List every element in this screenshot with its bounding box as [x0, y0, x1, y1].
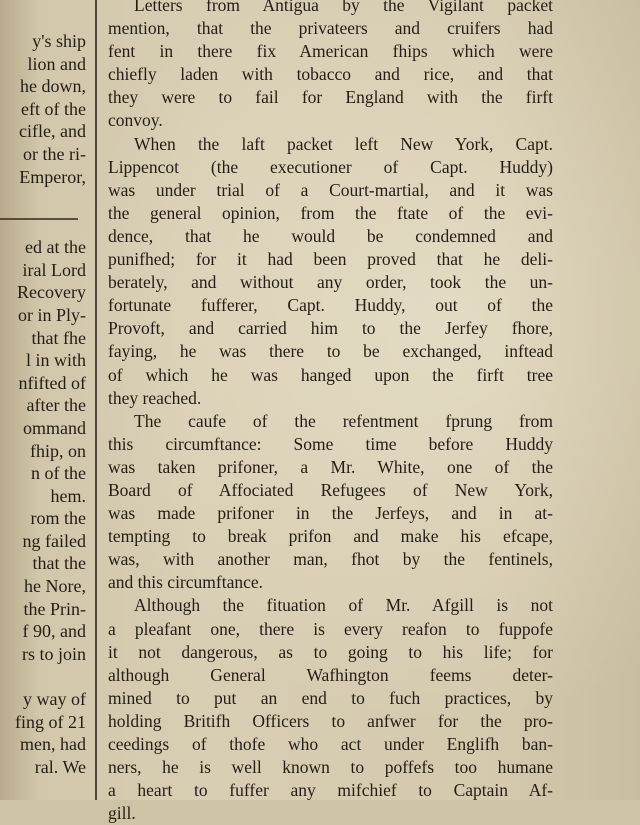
left-column-fragments [0, 30, 88, 810]
article-line: this circumftance: Some time before Huddy [108, 433, 553, 454]
article-line: ners, he is well known to poffefs too humane [108, 757, 553, 778]
article-line: berately, and without any order, took the un- [108, 272, 553, 293]
article-line: they were to fail for England with the firft [108, 87, 553, 108]
left-fragment: l in with [25, 350, 86, 371]
article-line: chiefly laden with tobacco and rice, and that [108, 64, 553, 85]
article-line: Lippencot (the executioner of Capt. Huddy) [108, 156, 553, 177]
article-line: was, with another man, fhot by the fentinels, [108, 549, 553, 570]
article-line: faying, he was there to be exchanged, inftead [108, 341, 553, 362]
left-fragment: after the [26, 395, 86, 416]
article-line: holding Britifh Officers to anfwer for the pro- [108, 710, 553, 731]
left-fragment: men, had [20, 734, 86, 755]
article-line: was under trial of a Court-martial, and it was [108, 179, 553, 200]
article-line: punifhed; for it had been proved that he deli- [108, 249, 553, 270]
article-line: When the laft packet left New York, Capt. [134, 133, 553, 154]
article-line: fortunate fufferer, Capt. Huddy, out of the [108, 295, 553, 316]
left-fragment: rom the [30, 508, 86, 529]
left-fragment: that the [32, 553, 86, 574]
left-fragment [0, 665, 88, 688]
section-gap [0, 212, 88, 236]
left-fragment: Recovery [17, 282, 86, 303]
article-paragraph [108, 0, 553, 133]
left-fragment: he down, [20, 76, 86, 97]
left-fragment: ed at the [25, 237, 86, 258]
left-fragment: y's ship [32, 31, 86, 51]
article-line: was taken prifoner, a Mr. White, one of the [108, 456, 553, 477]
left-bottom-fragments [0, 236, 88, 778]
left-fragment: n of the [31, 463, 86, 484]
horizontal-column-rule [0, 218, 78, 220]
left-fragment: Emperor, [19, 166, 86, 187]
left-fragment: lion and [27, 53, 86, 74]
article-line: Although the fituation of Mr. Afgill is not [134, 595, 553, 616]
article-line: a pleafant one, there is every reafon to fuppofe [108, 618, 553, 639]
left-fragment: the Prin- [23, 598, 86, 619]
left-fragment: ommand [23, 417, 86, 438]
left-fragment: cifle, and [19, 121, 86, 142]
left-fragment: he Nore, [24, 576, 86, 597]
left-fragment: eft of the [21, 98, 86, 119]
left-fragment: fing of 21 [15, 711, 86, 732]
article-line: they reached. [108, 387, 202, 408]
article-line: of which he was hanged upon the firft tree [108, 364, 553, 385]
left-fragment: ng failed [22, 530, 86, 551]
left-fragment: nfifted of [18, 372, 86, 393]
left-fragment: iral Lord [22, 259, 86, 280]
left-fragment: ral. We [34, 756, 86, 777]
article-line: dence, that he would be condemned and [108, 225, 553, 246]
article-line: The caufe of the refentment fprung from [134, 410, 553, 431]
left-fragment: or in Ply- [17, 304, 86, 325]
left-fragment: y way of [23, 689, 86, 710]
article-paragraph [108, 410, 553, 595]
article-line: Letters from Antigua by the Vigilant packet [134, 0, 553, 15]
article-line: it not dangerous, as to going to his life; for [108, 641, 553, 662]
article-line: Board of Affociated Refugees of New York, [108, 479, 553, 500]
article-line: the general opinion, from the ftate of the evi- [108, 202, 553, 223]
article-line: tempting to break prifon and make his efcape, [108, 526, 553, 547]
article-line: ceedings of thofe who act under Englifh ban- [108, 734, 553, 754]
article-line: gill. [108, 803, 136, 824]
left-fragment: f 90, and [22, 621, 86, 642]
article-line: mined to put an end to fuch practices, by [108, 687, 553, 708]
left-fragment: that fhe [31, 327, 86, 348]
article-line: mention, that the privateers and cruifers had [108, 18, 553, 39]
article-line: and this circumftance. [108, 572, 264, 593]
article-line: was made prifoner in the Jerfeys, and in at- [108, 503, 553, 524]
article-paragraph [108, 594, 553, 825]
left-fragment: or the ri- [23, 143, 86, 164]
article-line: a heart to fuffer any mifchief to Captain Af- [108, 780, 553, 801]
article-line: convoy. [108, 110, 163, 131]
article-line: fent in there fix American fhips which were [108, 41, 553, 62]
article-paragraph [108, 133, 553, 410]
left-fragment: rs to join [21, 643, 86, 664]
article-line: although General Wafhington feems deter- [108, 664, 553, 685]
vertical-column-rule [95, 0, 97, 800]
article-line: Provoft, and carried him to the Jerfey fhore, [108, 318, 553, 339]
section-gap [0, 188, 88, 212]
left-fragment: hem. [50, 485, 86, 506]
article-column [108, 0, 553, 824]
left-fragment: fhip, on [30, 440, 86, 461]
